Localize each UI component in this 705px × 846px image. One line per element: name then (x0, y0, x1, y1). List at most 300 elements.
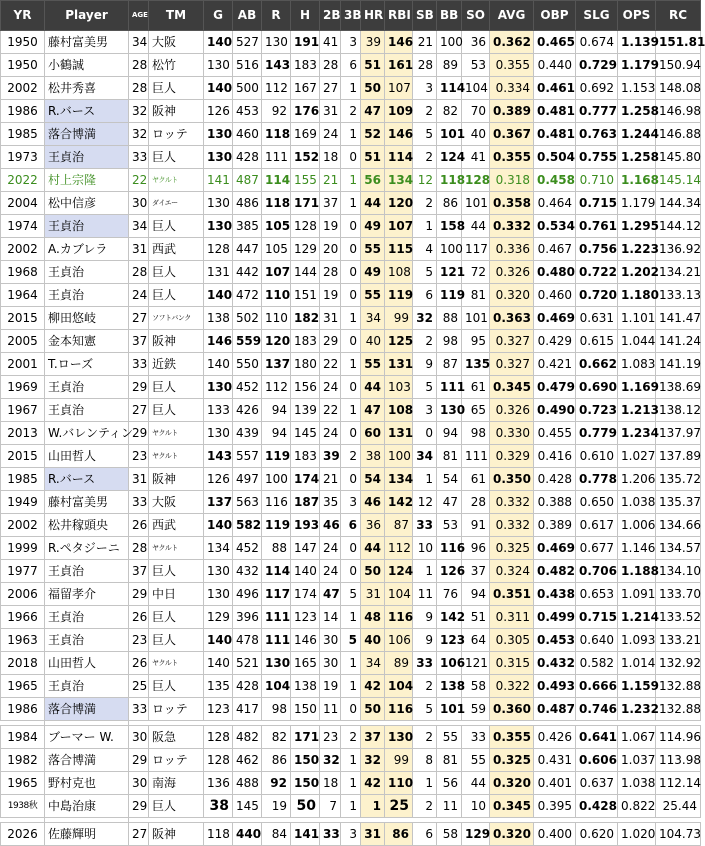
cell-ops: 1.234 (618, 422, 656, 445)
cell-slg: 0.631 (576, 307, 618, 330)
cell-bb: 138 (437, 675, 462, 698)
cell-rc: 133.13 (656, 284, 701, 307)
table-row (1, 445, 701, 468)
table-body (1, 31, 705, 846)
cell-h: 193 (291, 514, 320, 537)
cell-r: 94 (262, 422, 291, 445)
header-bb: BB (437, 1, 462, 31)
cell-ab: 496 (233, 583, 262, 606)
cell-ops: 1.083 (618, 353, 656, 376)
cell-2b: 18 (320, 146, 341, 169)
cell-obp: 0.465 (534, 31, 576, 54)
cell-rbi: 114 (385, 146, 413, 169)
cell-hr: 51 (361, 54, 385, 77)
cell-3b: 0 (341, 261, 361, 284)
header-tm: TM (149, 1, 204, 31)
cell-so: 104 (462, 77, 490, 100)
cell-hr: 40 (361, 330, 385, 353)
cell-so: 121 (462, 652, 490, 675)
cell-so: 53 (462, 54, 490, 77)
cell-rc: 150.94 (656, 54, 701, 77)
cell-r: 130 (262, 31, 291, 54)
cell-player: 野村克也 (45, 772, 129, 795)
cell-so: 36 (462, 31, 490, 54)
cell-g: 126 (204, 468, 233, 491)
cell-tm: 阪神 (149, 100, 204, 123)
cell-2b: 20 (320, 238, 341, 261)
cell-rc: 133.70 (656, 583, 701, 606)
cell-r: 105 (262, 215, 291, 238)
cell-ab: 432 (233, 560, 262, 583)
cell-rc: 104.73 (656, 823, 701, 846)
cell-age: 32 (129, 100, 149, 123)
cell-h: 150 (291, 772, 320, 795)
cell-g: 130 (204, 123, 233, 146)
cell-hr: 39 (361, 31, 385, 54)
cell-avg: 0.345 (490, 376, 534, 399)
cell-2b: 31 (320, 100, 341, 123)
cell-bb: 53 (437, 514, 462, 537)
cell-so: 44 (462, 215, 490, 238)
cell-tm: ダイエー (149, 192, 204, 215)
cell-player: 王貞治 (45, 675, 129, 698)
cell-age: 29 (129, 422, 149, 445)
cell-yr: 1938秋 (1, 795, 45, 818)
cell-so: 81 (462, 284, 490, 307)
cell-h: 180 (291, 353, 320, 376)
cell-tm: ソフトバンク (149, 307, 204, 330)
cell-rc: 144.34 (656, 192, 701, 215)
cell-r: 107 (262, 261, 291, 284)
cell-rbi: 108 (385, 261, 413, 284)
cell-hr: 44 (361, 376, 385, 399)
cell-so: 129 (462, 823, 490, 846)
cell-yr: 2002 (1, 77, 45, 100)
cell-yr: 1950 (1, 54, 45, 77)
cell-age: 23 (129, 629, 149, 652)
cell-3b: 5 (341, 629, 361, 652)
cell-g: 140 (204, 77, 233, 100)
header-g: G (204, 1, 233, 31)
cell-obp: 0.499 (534, 606, 576, 629)
cell-sb: 1 (413, 215, 437, 238)
cell-avg: 0.367 (490, 123, 534, 146)
cell-rbi: 89 (385, 652, 413, 675)
cell-rbi: 107 (385, 215, 413, 238)
cell-rbi: 125 (385, 330, 413, 353)
table-row (1, 146, 701, 169)
cell-r: 117 (262, 583, 291, 606)
cell-player: A.カブレラ (45, 238, 129, 261)
cell-h: 152 (291, 146, 320, 169)
cell-tm: 巨人 (149, 795, 204, 818)
cell-tm: 大阪 (149, 31, 204, 54)
cell-rbi: 109 (385, 100, 413, 123)
table-row (1, 537, 701, 560)
cell-g: 141 (204, 169, 233, 192)
cell-slg: 0.617 (576, 514, 618, 537)
cell-r: 110 (262, 284, 291, 307)
cell-bb: 106 (437, 652, 462, 675)
cell-r: 92 (262, 772, 291, 795)
header-obp: OBP (534, 1, 576, 31)
cell-avg: 0.362 (490, 31, 534, 54)
cell-h: 141 (291, 823, 320, 846)
header-so: SO (462, 1, 490, 31)
cell-avg: 0.325 (490, 537, 534, 560)
cell-player: 中島治康 (45, 795, 129, 818)
cell-age: 24 (129, 284, 149, 307)
cell-r: 110 (262, 307, 291, 330)
cell-rc: 134.10 (656, 560, 701, 583)
cell-obp: 0.493 (534, 675, 576, 698)
cell-player: 小鶴誠 (45, 54, 129, 77)
header-avg: AVG (490, 1, 534, 31)
cell-slg: 0.650 (576, 491, 618, 514)
cell-2b: 18 (320, 772, 341, 795)
cell-obp: 0.467 (534, 238, 576, 261)
cell-slg: 0.674 (576, 31, 618, 54)
cell-slg: 0.779 (576, 422, 618, 445)
cell-so: 128 (462, 169, 490, 192)
cell-h: 151 (291, 284, 320, 307)
cell-obp: 0.458 (534, 169, 576, 192)
cell-avg: 0.305 (490, 629, 534, 652)
cell-ops: 1.169 (618, 376, 656, 399)
cell-rbi: 104 (385, 583, 413, 606)
cell-ops: 1.020 (618, 823, 656, 846)
cell-rc: 133.52 (656, 606, 701, 629)
cell-g: 130 (204, 422, 233, 445)
cell-age: 25 (129, 675, 149, 698)
cell-slg: 0.778 (576, 468, 618, 491)
cell-obp: 0.487 (534, 698, 576, 721)
cell-so: 98 (462, 422, 490, 445)
cell-player: 王貞治 (45, 560, 129, 583)
cell-rbi: 131 (385, 353, 413, 376)
cell-bb: 114 (437, 77, 462, 100)
cell-tm: 阪神 (149, 823, 204, 846)
cell-hr: 54 (361, 468, 385, 491)
table-row (1, 330, 701, 353)
cell-ab: 396 (233, 606, 262, 629)
cell-avg: 0.334 (490, 77, 534, 100)
cell-yr: 2018 (1, 652, 45, 675)
cell-g: 140 (204, 31, 233, 54)
cell-hr: 49 (361, 215, 385, 238)
cell-r: 111 (262, 606, 291, 629)
cell-obp: 0.401 (534, 772, 576, 795)
table-row (1, 399, 701, 422)
cell-obp: 0.395 (534, 795, 576, 818)
cell-h: 183 (291, 54, 320, 77)
cell-g: 38 (204, 795, 233, 818)
cell-rc: 141.47 (656, 307, 701, 330)
cell-player: 山田哲人 (45, 445, 129, 468)
cell-sb: 33 (413, 652, 437, 675)
cell-g: 146 (204, 330, 233, 353)
cell-3b: 5 (341, 583, 361, 606)
cell-player: 佐藤輝明 (45, 823, 129, 846)
cell-obp: 0.480 (534, 261, 576, 284)
cell-ab: 502 (233, 307, 262, 330)
cell-age: 27 (129, 823, 149, 846)
cell-ab: 486 (233, 192, 262, 215)
cell-yr: 1985 (1, 468, 45, 491)
cell-r: 143 (262, 54, 291, 77)
cell-slg: 0.606 (576, 749, 618, 772)
cell-ops: 1.159 (618, 675, 656, 698)
cell-yr: 1964 (1, 284, 45, 307)
cell-hr: 47 (361, 100, 385, 123)
cell-3b: 0 (341, 284, 361, 307)
cell-sb: 1 (413, 560, 437, 583)
table-row (1, 772, 701, 795)
cell-hr: 42 (361, 772, 385, 795)
cell-3b: 1 (341, 77, 361, 100)
cell-slg: 0.428 (576, 795, 618, 818)
cell-player: 王貞治 (45, 284, 129, 307)
cell-h: 147 (291, 537, 320, 560)
table-row (1, 468, 701, 491)
cell-so: 61 (462, 468, 490, 491)
cell-sb: 0 (413, 422, 437, 445)
cell-rbi: 131 (385, 422, 413, 445)
cell-ab: 453 (233, 100, 262, 123)
cell-rc: 132.88 (656, 698, 701, 721)
cell-g: 123 (204, 698, 233, 721)
cell-age: 29 (129, 749, 149, 772)
table-row (1, 583, 701, 606)
cell-bb: 121 (437, 261, 462, 284)
header-row (1, 1, 701, 31)
cell-g: 128 (204, 726, 233, 749)
cell-3b: 1 (341, 795, 361, 818)
cell-so: 117 (462, 238, 490, 261)
cell-obp: 0.431 (534, 749, 576, 772)
cell-g: 135 (204, 675, 233, 698)
cell-ops: 1.179 (618, 54, 656, 77)
cell-3b: 0 (341, 146, 361, 169)
cell-3b: 0 (341, 537, 361, 560)
cell-sb: 9 (413, 629, 437, 652)
cell-g: 130 (204, 583, 233, 606)
cell-yr: 2002 (1, 238, 45, 261)
cell-avg: 0.332 (490, 215, 534, 238)
cell-g: 128 (204, 238, 233, 261)
cell-g: 134 (204, 537, 233, 560)
cell-yr: 2005 (1, 330, 45, 353)
cell-yr: 1963 (1, 629, 45, 652)
cell-r: 114 (262, 560, 291, 583)
cell-ab: 563 (233, 491, 262, 514)
cell-hr: 52 (361, 123, 385, 146)
cell-rbi: 130 (385, 726, 413, 749)
table-row (1, 54, 701, 77)
cell-avg: 0.350 (490, 468, 534, 491)
cell-rbi: 119 (385, 284, 413, 307)
cell-tm: 西武 (149, 238, 204, 261)
cell-so: 72 (462, 261, 490, 284)
cell-ab: 452 (233, 537, 262, 560)
cell-yr: 2002 (1, 514, 45, 537)
cell-yr: 1986 (1, 698, 45, 721)
cell-h: 138 (291, 675, 320, 698)
cell-tm: 大阪 (149, 491, 204, 514)
cell-so: 91 (462, 514, 490, 537)
table-row (1, 698, 701, 721)
cell-ab: 478 (233, 629, 262, 652)
cell-h: 145 (291, 422, 320, 445)
cell-ops: 1.206 (618, 468, 656, 491)
cell-sb: 33 (413, 514, 437, 537)
cell-age: 31 (129, 468, 149, 491)
cell-h: 155 (291, 169, 320, 192)
cell-rbi: 161 (385, 54, 413, 77)
cell-ops: 1.223 (618, 238, 656, 261)
cell-ops: 1.295 (618, 215, 656, 238)
cell-slg: 0.715 (576, 606, 618, 629)
cell-bb: 58 (437, 823, 462, 846)
cell-avg: 0.330 (490, 422, 534, 445)
cell-tm: 巨人 (149, 261, 204, 284)
cell-bb: 101 (437, 698, 462, 721)
header-rc: RC (656, 1, 701, 31)
cell-ops: 1.179 (618, 192, 656, 215)
cell-sb: 5 (413, 261, 437, 284)
cell-bb: 47 (437, 491, 462, 514)
cell-hr: 36 (361, 514, 385, 537)
cell-2b: 24 (320, 560, 341, 583)
cell-slg: 0.763 (576, 123, 618, 146)
table-row (1, 31, 701, 54)
cell-tm: ヤクルト (149, 537, 204, 560)
cell-obp: 0.428 (534, 468, 576, 491)
cell-yr: 2004 (1, 192, 45, 215)
cell-obp: 0.481 (534, 123, 576, 146)
cell-rc: 114.96 (656, 726, 701, 749)
cell-avg: 0.311 (490, 606, 534, 629)
table-row (1, 192, 701, 215)
cell-sb: 6 (413, 284, 437, 307)
cell-ab: 440 (233, 823, 262, 846)
cell-hr: 42 (361, 675, 385, 698)
cell-yr: 2001 (1, 353, 45, 376)
cell-hr: 50 (361, 77, 385, 100)
cell-sb: 2 (413, 192, 437, 215)
cell-slg: 0.582 (576, 652, 618, 675)
cell-rc: 135.37 (656, 491, 701, 514)
cell-obp: 0.464 (534, 192, 576, 215)
cell-age: 37 (129, 330, 149, 353)
cell-player: 福留孝介 (45, 583, 129, 606)
cell-ab: 460 (233, 123, 262, 146)
table-row (1, 606, 701, 629)
cell-ops: 1.037 (618, 749, 656, 772)
cell-avg: 0.320 (490, 284, 534, 307)
cell-tm: ヤクルト (149, 445, 204, 468)
cell-hr: 32 (361, 749, 385, 772)
cell-yr: 1949 (1, 491, 45, 514)
cell-2b: 14 (320, 606, 341, 629)
cell-yr: 1986 (1, 100, 45, 123)
cell-rc: 137.97 (656, 422, 701, 445)
cell-ops: 1.153 (618, 77, 656, 100)
cell-avg: 0.318 (490, 169, 534, 192)
cell-player: 藤村富美男 (45, 491, 129, 514)
table-row (1, 823, 701, 846)
cell-rbi: 86 (385, 823, 413, 846)
cell-yr: 1968 (1, 261, 45, 284)
cell-player: 王貞治 (45, 399, 129, 422)
cell-slg: 0.722 (576, 261, 618, 284)
cell-player: R.バース (45, 468, 129, 491)
cell-tm: 阪神 (149, 330, 204, 353)
cell-so: 59 (462, 698, 490, 721)
cell-bb: 130 (437, 399, 462, 422)
cell-ab: 452 (233, 376, 262, 399)
cell-rc: 146.88 (656, 123, 701, 146)
cell-yr: 1973 (1, 146, 45, 169)
cell-g: 130 (204, 215, 233, 238)
cell-g: 140 (204, 284, 233, 307)
cell-r: 112 (262, 77, 291, 100)
cell-sb: 9 (413, 606, 437, 629)
cell-slg: 0.666 (576, 675, 618, 698)
cell-2b: 19 (320, 675, 341, 698)
cell-yr: 1999 (1, 537, 45, 560)
cell-slg: 0.640 (576, 629, 618, 652)
cell-slg: 0.729 (576, 54, 618, 77)
cell-g: 118 (204, 823, 233, 846)
cell-ab: 428 (233, 146, 262, 169)
cell-ab: 417 (233, 698, 262, 721)
cell-bb: 124 (437, 146, 462, 169)
cell-so: 61 (462, 376, 490, 399)
cell-bb: 142 (437, 606, 462, 629)
cell-age: 31 (129, 238, 149, 261)
cell-age: 28 (129, 77, 149, 100)
table-row (1, 261, 701, 284)
cell-avg: 0.345 (490, 795, 534, 818)
header-2b: 2B (320, 1, 341, 31)
cell-age: 33 (129, 491, 149, 514)
cell-ops: 1.067 (618, 726, 656, 749)
cell-rbi: 146 (385, 31, 413, 54)
table-row (1, 77, 701, 100)
cell-2b: 27 (320, 77, 341, 100)
cell-yr: 1965 (1, 675, 45, 698)
cell-ops: 1.202 (618, 261, 656, 284)
cell-rc: 133.21 (656, 629, 701, 652)
cell-yr: 2006 (1, 583, 45, 606)
cell-ab: 516 (233, 54, 262, 77)
cell-slg: 0.692 (576, 77, 618, 100)
cell-g: 140 (204, 629, 233, 652)
cell-hr: 50 (361, 560, 385, 583)
cell-hr: 55 (361, 284, 385, 307)
cell-avg: 0.322 (490, 675, 534, 698)
cell-age: 28 (129, 54, 149, 77)
cell-r: 119 (262, 514, 291, 537)
cell-2b: 24 (320, 376, 341, 399)
cell-tm: ロッテ (149, 749, 204, 772)
cell-r: 86 (262, 749, 291, 772)
cell-avg: 0.324 (490, 560, 534, 583)
cell-so: 101 (462, 192, 490, 215)
cell-2b: 22 (320, 353, 341, 376)
cell-ab: 557 (233, 445, 262, 468)
